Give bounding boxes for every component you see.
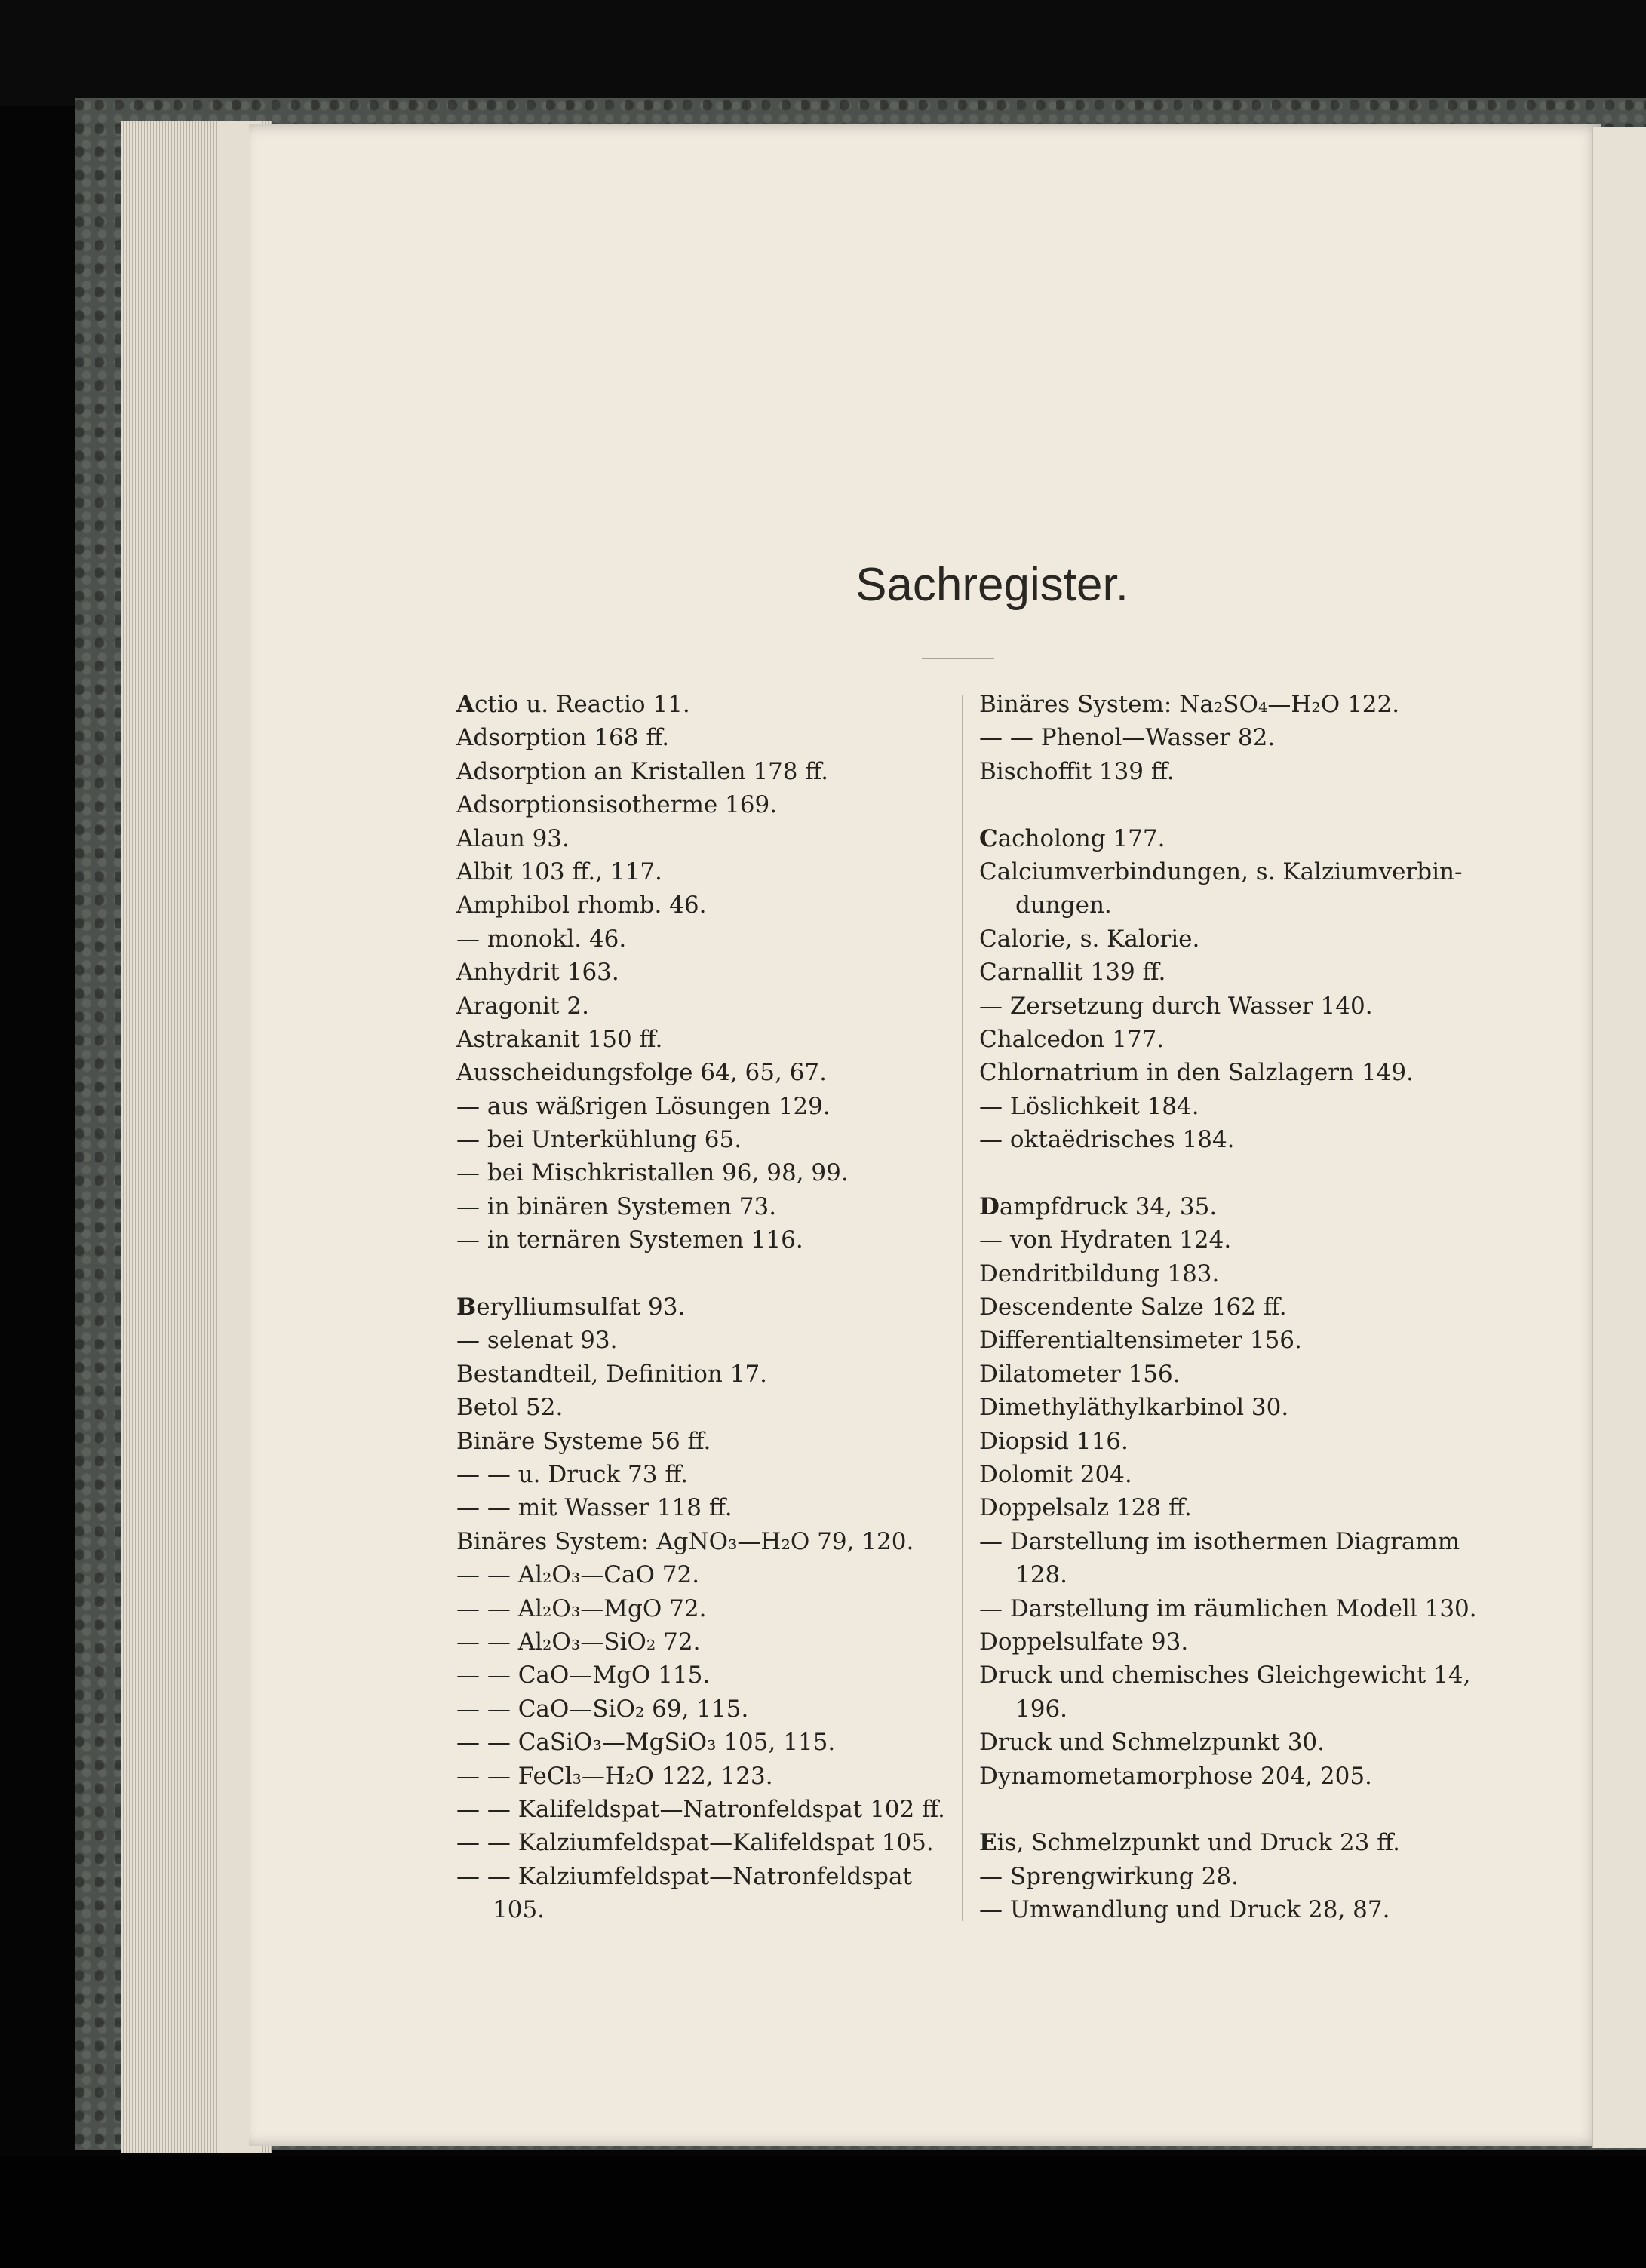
page-title: Sachregister. [855, 559, 1129, 611]
index-entry: Druck und Schmelzpunkt 30. [979, 1729, 1325, 1757]
index-entry: Druck und chemisches Gleichgewicht 14, [979, 1662, 1471, 1689]
index-entry-text: is, Schmelzpunkt und Druck 23 ff. [997, 1829, 1400, 1857]
index-entry: Binäre Systeme 56 ff. [456, 1427, 711, 1455]
index-entry: — Darstellung im isothermen Diagramm [979, 1527, 1460, 1555]
index-entry: — — Kalziumfeldspat—Kalifeldspat 105. [456, 1829, 934, 1857]
index-entry-text: acholong 177. [997, 824, 1165, 852]
index-entry: — — u. Druck 73 ff. [456, 1460, 689, 1488]
index-entry: — — Kalifeldspat—Natronfeldspat 102 ff. [456, 1795, 945, 1823]
index-entry: — Darstellung im räumlichen Modell 130. [979, 1594, 1477, 1622]
index-entry: — — Phenol—Wasser 82. [979, 724, 1276, 752]
section-initial: A [456, 691, 475, 718]
index-entry: Chlornatrium in den Salzlagern 149. [979, 1059, 1414, 1087]
index-entry: Doppelsalz 128 ff. [979, 1494, 1192, 1522]
index-entry: Carnallit 139 ff. [979, 959, 1166, 987]
index-entry: — in binären Systemen 73. [456, 1192, 777, 1220]
section-initial: D [979, 1192, 1000, 1220]
index-entry-section-start [456, 1291, 947, 1324]
index-entry: Diopsid 116. [979, 1427, 1129, 1455]
index-entry: — Umwandlung und Druck 28, 87. [979, 1896, 1390, 1924]
index-entry: Descendente Salze 162 ff. [979, 1294, 1287, 1321]
background-bottom [0, 2157, 1646, 2268]
section-gap [979, 788, 1469, 821]
index-entry: — — Al₂O₃—CaO 72. [456, 1561, 700, 1589]
section-initial: E [979, 1829, 997, 1857]
index-entry: — Zersetzung durch Wasser 140. [979, 992, 1373, 1020]
index-entry: Bischoffit 139 ff. [979, 757, 1175, 785]
index-entry: dungen. [1015, 892, 1112, 919]
index-entry-section-start [979, 1826, 1469, 1859]
index-entry: Alaun 93. [456, 824, 570, 852]
index-entry: Chalcedon 177. [979, 1025, 1165, 1053]
section-initial: C [979, 824, 998, 852]
index-entry: — — FeCl₃—H₂O 122, 123. [456, 1762, 773, 1790]
background-top [0, 0, 1646, 106]
section-gap [456, 1257, 947, 1291]
index-entry: Binäres System: Na₂SO₄—H₂O 122. [979, 691, 1400, 718]
index-entry: Adsorption 168 ff. [456, 724, 670, 752]
index-entry: — — Kalziumfeldspat—Natronfeldspat [456, 1862, 912, 1890]
index-entry: — Löslichkeit 184. [979, 1092, 1199, 1120]
index-entry: 196. [1015, 1695, 1068, 1723]
index-entry: Adsorptionsisotherme 169. [456, 791, 778, 819]
index-entry: Aragonit 2. [456, 992, 589, 1020]
index-entry: — monokl. 46. [456, 925, 627, 953]
index-entry: — oktaëdrisches 184. [979, 1126, 1235, 1154]
index-entry-section-start [456, 688, 947, 721]
index-entry: Dilatometer 156. [979, 1360, 1181, 1388]
index-entry: Dendritbildung 183. [979, 1260, 1220, 1287]
index-entry: — aus wäßrigen Lösungen 129. [456, 1092, 831, 1120]
index-column-right [979, 688, 1477, 1926]
index-entry: Dimethyläthylkarbinol 30. [979, 1394, 1289, 1422]
section-initial: B [456, 1294, 477, 1321]
index-entry: — Sprengwirkung 28. [979, 1862, 1239, 1890]
index-entry: — — CaO—SiO₂ 69, 115. [456, 1695, 749, 1723]
index-entry: Dolomit 204. [979, 1460, 1132, 1488]
index-entry: Anhydrit 163. [456, 959, 619, 987]
index-entry: — in ternären Systemen 116. [456, 1226, 803, 1254]
index-entry: Dynamometamorphose 204, 205. [979, 1762, 1372, 1790]
index-entry: 105. [493, 1896, 545, 1924]
facing-page-edge [1592, 127, 1646, 2148]
index-entry: Doppelsulfate 93. [979, 1628, 1189, 1656]
index-column-left [456, 688, 947, 1926]
index-entry-text: ampfdruck 34, 35. [999, 1192, 1218, 1220]
index-entry: — — CaSiO₃—MgSiO₃ 105, 115. [456, 1729, 836, 1757]
index-entry: Differentialtensimeter 156. [979, 1327, 1302, 1355]
index-entry: — — Al₂O₃—MgO 72. [456, 1594, 707, 1622]
section-gap [979, 1156, 1469, 1189]
index-entry-text: erylliumsulfat 93. [476, 1294, 686, 1321]
index-entry: — bei Unterkühlung 65. [456, 1126, 742, 1154]
index-entry: — — CaO—MgO 115. [456, 1662, 711, 1689]
title-divider [922, 658, 994, 659]
column-divider [962, 695, 963, 1921]
index-entry: Adsorption an Kristallen 178 ff. [456, 757, 829, 785]
index-entry: — selenat 93. [456, 1327, 618, 1355]
index-entry-section-start [979, 1190, 1469, 1223]
index-entry: Calorie, s. Kalorie. [979, 925, 1200, 953]
index-entry-section-start [979, 822, 1469, 855]
index-entry-text: ctio u. Reactio 11. [474, 691, 690, 718]
index-entry: Amphibol rhomb. 46. [456, 892, 707, 919]
index-entry: Binäres System: AgNO₃—H₂O 79, 120. [456, 1527, 914, 1555]
index-entry: — von Hydraten 124. [979, 1226, 1232, 1254]
index-entry: Calciumverbindungen, s. Kalziumverbin- [979, 858, 1463, 885]
section-gap [979, 1793, 1469, 1826]
index-entry: Betol 52. [456, 1394, 564, 1422]
index-entry: Bestandteil, Definition 17. [456, 1360, 768, 1388]
index-entry: — — mit Wasser 118 ff. [456, 1494, 732, 1522]
index-entry: 128. [1015, 1561, 1068, 1589]
index-entry: Ausscheidungsfolge 64, 65, 67. [456, 1059, 827, 1087]
index-entry: — bei Mischkristallen 96, 98, 99. [456, 1159, 849, 1187]
index-entry: Albit 103 ff., 117. [456, 858, 662, 885]
index-entry: Astrakanit 150 ff. [456, 1025, 663, 1053]
index-entry: — — Al₂O₃—SiO₂ 72. [456, 1628, 701, 1656]
